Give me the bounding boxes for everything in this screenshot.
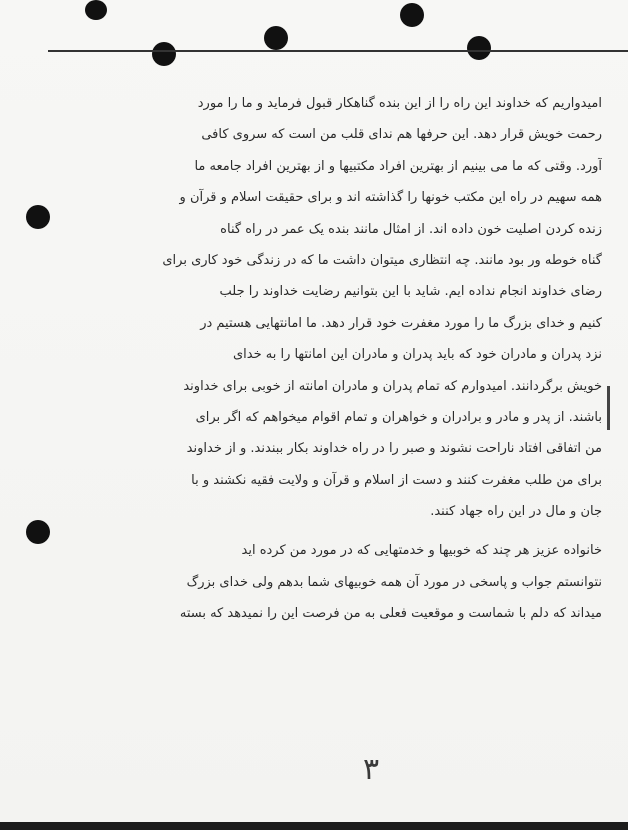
text-line-1: امیدواریم که خداوند این راه را از این بنده گناهکار قبول فرماید و ما را مورد: [197, 96, 602, 111]
text-line-11: باشند. از پدر و مادر و برادران و خواهران و تمام اقوام میخواهم که اگر برای: [195, 409, 602, 425]
text-line-8: کنیم و خدای بزرگ ما را مورد مغفرت خود قرار دهد. ما امانتهایی هستیم در: [200, 315, 602, 331]
text-line-16: نتوانستم جواب و پاسخی در مورد آن همه خوبیهای شما بدهم ولی خدای بزرگ: [186, 574, 602, 590]
text-line-13: برای من طلب مغفرت کنند و دست از اسلام و قرآن و ولایت فقیه نکشند و با: [191, 472, 602, 488]
text-line-14: جان و مال در این راه جهاد کنند.: [430, 504, 602, 520]
handwritten-letter-body: [72, 88, 602, 630]
text-line-3: آورد. وقتی که ما می بینیم از بهترین افراد مکتبیها و از بهترین افراد جامعه ما: [194, 158, 602, 174]
header-rule: [48, 50, 628, 52]
punch-hole-top-left: [85, 0, 107, 20]
margin-mark: [607, 386, 610, 430]
punch-hole-left-upper: [26, 205, 50, 229]
text-line-2: رحمت خویش قرار دهد. این حرفها هم ندای قلب من است که سروی کافی: [201, 127, 602, 143]
punch-hole-upper-left: [152, 42, 176, 66]
text-line-9: نزد پدران و مادران خود که باید پدران و مادران این امانتها را به خدای: [232, 347, 602, 363]
punch-hole-upper-right: [467, 36, 491, 60]
text-line-4: همه سهیم در راه این مکتب خونها را گذاشته اند و برای حقیقت اسلام و قرآن و: [179, 190, 602, 206]
text-line-10: خویش برگردانند. امیدوارم که تمام پدران و مادران امانته از خوبی برای خداوند: [183, 378, 602, 394]
punch-hole-top-middle: [400, 3, 424, 27]
page-number: ٣: [362, 752, 380, 787]
punch-hole-left-lower: [26, 520, 50, 544]
bottom-edge-shadow: [0, 822, 628, 830]
text-line-15: خانواده عزیز هر چند که خوبیها و خدمتهایی که در مورد من کرده اید: [241, 543, 602, 559]
punch-hole-upper-center: [264, 26, 288, 50]
text-line-7: رضای خداوند انجام نداده ایم. شاید با این بتوانیم رضایت خداوند را جلب: [219, 284, 602, 300]
text-line-5: زنده کردن اصلیت خون داده اند. از امثال مانند بنده یک عمر در راه گناه: [220, 221, 602, 237]
text-line-12: من اتفاقی افتاد ناراحت نشوند و صبر را در راه خداوند بکار ببندند. و از خداوند: [186, 441, 602, 457]
text-line-6: گناه خوطه ور بود مانند. چه انتظاری میتوان داشت ما که در زندگی خود کاری برای: [162, 252, 602, 268]
text-line-17: میداند که دلم با شماست و موقعیت فعلی به من فرصت این را نمیدهد که بسته: [179, 606, 602, 622]
